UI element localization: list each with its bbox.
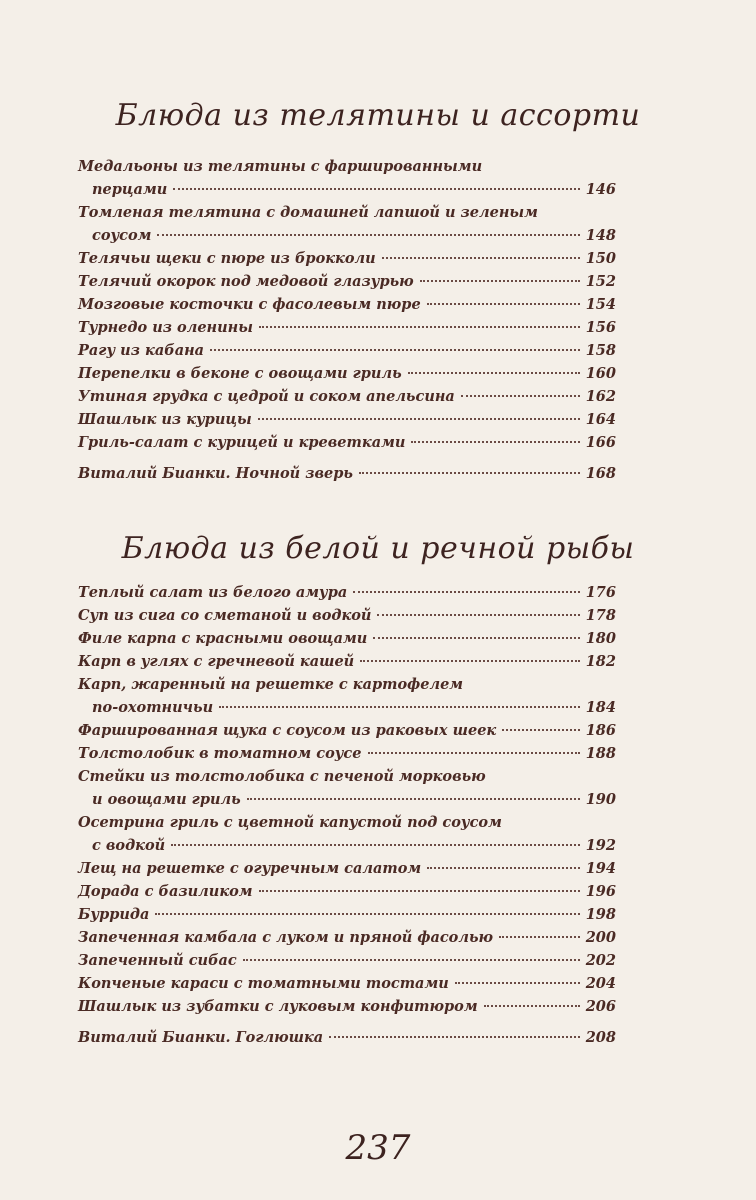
toc-page-number: 194: [585, 860, 616, 877]
toc-page-number: 180: [585, 630, 616, 647]
dot-leader: [259, 326, 580, 328]
dot-leader: [368, 752, 580, 754]
toc-entry-title: Филе карпа с красными овощами: [78, 630, 368, 647]
toc-entry: [78, 995, 616, 1018]
toc-entry: [78, 650, 616, 673]
toc-page-number: 150: [585, 250, 616, 267]
toc-entry-title-continuation: по-охотничьи: [92, 699, 214, 716]
dot-leader: [373, 637, 579, 639]
toc-page-number: 162: [585, 388, 616, 405]
toc-page-number: 152: [585, 273, 616, 290]
toc-entry-title: Мозговые косточки с фасолевым пюре: [78, 296, 421, 313]
toc-entry-title: Виталий Бианки. Ночной зверь: [78, 465, 353, 482]
toc-entry-title: Гриль-салат с курицей и креветками: [78, 434, 406, 451]
toc-entry-title: Копченые караси с томатными тостами: [78, 975, 449, 992]
dot-leader: [408, 372, 580, 374]
toc-page-number: 196: [585, 883, 616, 900]
section-title: Блюда из телятины и ассорти: [115, 98, 641, 133]
toc-entry-title: Буррида: [78, 906, 150, 923]
toc-entry: [78, 385, 616, 408]
dot-leader: [461, 395, 580, 397]
toc-entry: [78, 155, 616, 201]
toc-entry-title: Карп, жаренный на решетке с картофелем: [78, 676, 464, 693]
toc-entry: [78, 362, 616, 385]
toc-entry: [78, 972, 616, 995]
dot-leader: [359, 472, 580, 474]
toc-entry-title: Виталий Бианки. Гоглюшка: [78, 1029, 324, 1046]
toc-page-number: 192: [585, 837, 616, 854]
toc-entry: [78, 811, 616, 857]
toc-page-number: 160: [585, 365, 616, 382]
toc-page-number: 188: [585, 745, 616, 762]
toc-page-number: 208: [585, 1029, 616, 1046]
dot-leader: [411, 441, 579, 443]
toc-entry: [78, 339, 616, 362]
dot-leader: [259, 890, 580, 892]
dot-leader: [499, 936, 580, 938]
dot-leader: [360, 660, 579, 662]
toc-entry: [78, 926, 616, 949]
toc-entry: [78, 742, 616, 765]
toc-entry-title: Дорада с базиликом: [78, 883, 253, 900]
toc-entry: [78, 627, 616, 650]
toc-entry-title: Суп из сига со сметаной и водкой: [78, 607, 372, 624]
dot-leader: [427, 303, 580, 305]
toc-page-number: 184: [585, 699, 616, 716]
toc-page-number: 206: [585, 998, 616, 1015]
toc-entry: [78, 247, 616, 270]
toc-entry-title: Томленая телятина с домашней лапшой и зеленым: [78, 204, 538, 221]
toc-entry-title: Запеченная камбала с луком и пряной фасолью: [78, 929, 494, 946]
toc-entry: [78, 408, 616, 431]
toc-entry: [78, 270, 616, 293]
dot-leader: [427, 867, 580, 869]
toc-entry-title: Карп в углях с гречневой кашей: [78, 653, 355, 670]
toc-page-number: 168: [585, 465, 616, 482]
toc-entry-title-continuation: соусом: [92, 227, 152, 244]
toc-page-number: 200: [585, 929, 616, 946]
toc-page-number: 176: [585, 584, 616, 601]
toc-entry-title-continuation: перцами: [92, 181, 168, 198]
toc-page-number: 164: [585, 411, 616, 428]
toc-entry: [78, 880, 616, 903]
dot-leader: [171, 844, 580, 846]
dot-leader: [210, 349, 580, 351]
toc-page-number: 190: [585, 791, 616, 808]
toc-page-number: 158: [585, 342, 616, 359]
dot-leader: [173, 188, 579, 190]
toc-page-number: 178: [585, 607, 616, 624]
dot-leader: [455, 982, 580, 984]
toc-entry: [78, 604, 616, 627]
toc-entry: [78, 201, 616, 247]
toc-page-number: 148: [585, 227, 616, 244]
dot-leader: [377, 614, 579, 616]
toc-entry: [78, 765, 616, 811]
toc-entry: [78, 462, 616, 485]
toc-page-number: 146: [585, 181, 616, 198]
toc-page-number: 198: [585, 906, 616, 923]
toc-entry: [78, 316, 616, 339]
toc-page-number: 204: [585, 975, 616, 992]
toc-entry-title: Лещ на решетке с огуречным салатом: [78, 860, 422, 877]
toc-entry-title: Рагу из кабана: [78, 342, 205, 359]
toc-entry-title: Толстолобик в томатном соусе: [78, 745, 362, 762]
dot-leader: [420, 280, 580, 282]
dot-leader: [157, 234, 579, 236]
toc-entry: [78, 1026, 616, 1049]
toc-entry-title: Фаршированная щука с соусом из раковых шеек: [78, 722, 497, 739]
toc-entry: [78, 581, 616, 604]
toc-entry-title: Телячий окорок под медовой глазурью: [78, 273, 414, 290]
toc-entry: [78, 431, 616, 454]
toc-entry: [78, 719, 616, 742]
toc-entry-title: Запеченный сибас: [78, 952, 237, 969]
toc-list: [78, 155, 616, 485]
dot-leader: [219, 706, 580, 708]
toc-entry-title: Шашлык из зубатки с луковым конфитюром: [78, 998, 478, 1015]
dot-leader: [353, 591, 579, 593]
toc-entry-title: Шашлык из курицы: [78, 411, 252, 428]
section-title: Блюда из белой и речной рыбы: [121, 531, 635, 566]
dot-leader: [484, 1005, 580, 1007]
dot-leader: [258, 418, 580, 420]
dot-leader: [155, 913, 579, 915]
toc-list: [78, 581, 616, 1049]
toc-entry: [78, 857, 616, 880]
toc-entry: [78, 903, 616, 926]
toc-entry-title: Телячьи щеки с пюре из брокколи: [78, 250, 376, 267]
toc-page-number: 166: [585, 434, 616, 451]
toc-page-number: 186: [585, 722, 616, 739]
toc-entry-title-continuation: и овощами гриль: [92, 791, 241, 808]
toc-entry: [78, 293, 616, 316]
toc-entry-title: Теплый салат из белого амура: [78, 584, 348, 601]
toc-page-number: 182: [585, 653, 616, 670]
dot-leader: [382, 257, 580, 259]
toc-entry-title: Осетрина гриль с цветной капустой под соусом: [78, 814, 502, 831]
dot-leader: [247, 798, 580, 800]
toc-entry-title: Перепелки в беконе с овощами гриль: [78, 365, 402, 382]
toc-entry-title: Утиная грудка с цедрой и соком апельсина: [78, 388, 455, 405]
toc-page-number: 154: [585, 296, 616, 313]
dot-leader: [243, 959, 580, 961]
toc-page-number: 156: [585, 319, 616, 336]
toc-entry: [78, 673, 616, 719]
page-number: 237: [345, 1128, 411, 1168]
toc-entry-title: Медальоны из телятины с фаршированными: [78, 158, 483, 175]
toc-entry-title-continuation: с водкой: [92, 837, 166, 854]
toc-page-number: 202: [585, 952, 616, 969]
toc-entry: [78, 949, 616, 972]
toc-entry-title: Стейки из толстолобика с печеной морковью: [78, 768, 486, 785]
dot-leader: [502, 729, 579, 731]
toc-entry-title: Турнедо из оленины: [78, 319, 253, 336]
dot-leader: [329, 1036, 580, 1038]
